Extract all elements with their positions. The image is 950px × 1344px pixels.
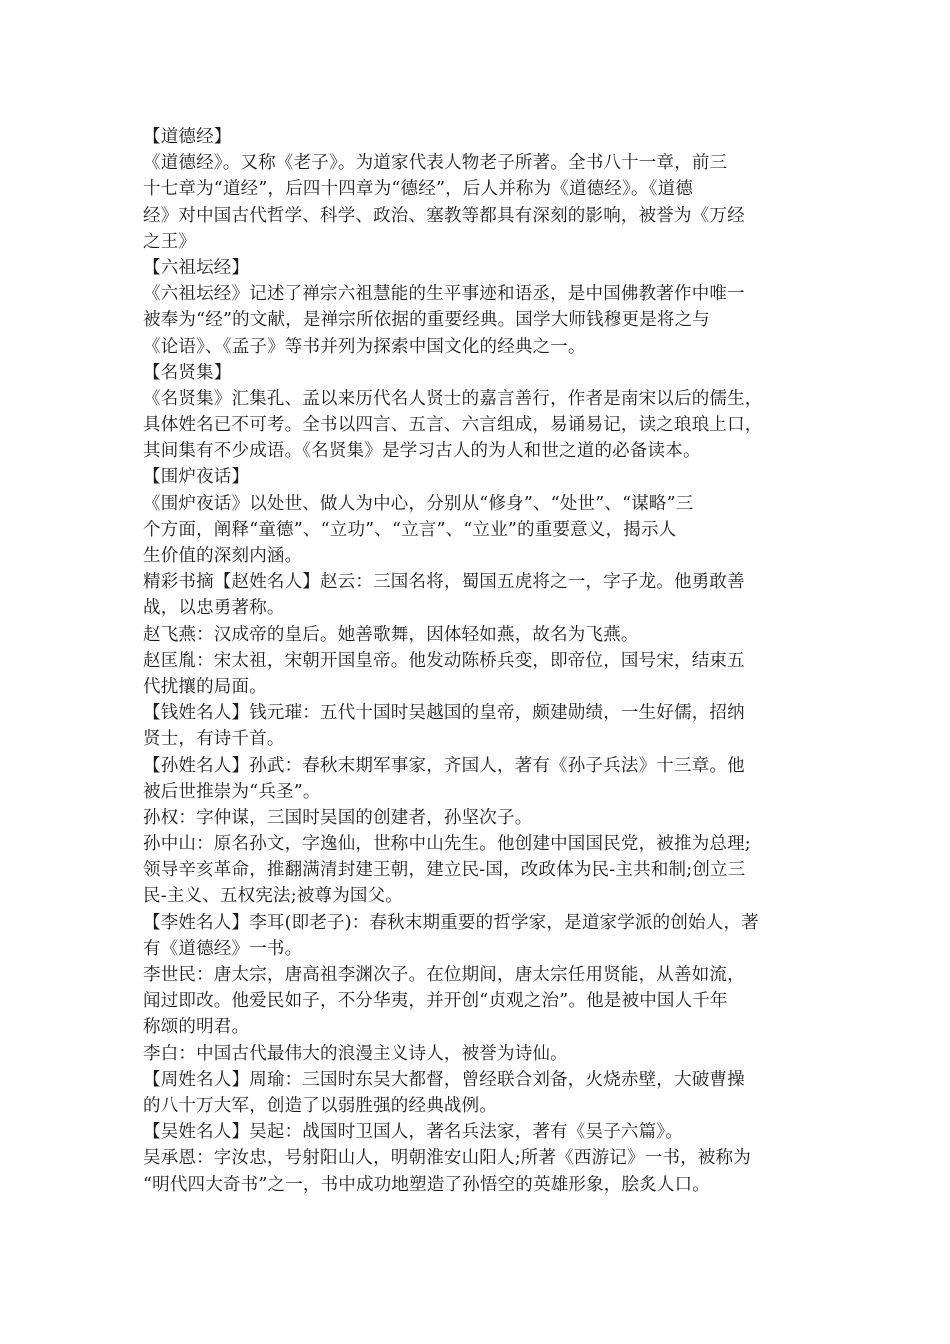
document-body	[143, 124, 813, 1198]
text-line: 十七章为“道经”，后四十四章为“德经”，后人并称为《道德经》。《道德	[143, 179, 694, 200]
text-line: 《名贤集》汇集孔、孟以来历代名人贤士的嘉言善行，作者是南宋以后的儒生，	[143, 388, 763, 409]
text-line: 《六祖坛经》记述了禅宗六祖慧能的生平事迹和语丞，是中国佛教著作中唯一	[143, 284, 745, 305]
heading-daodejing: 【道德经】	[143, 127, 232, 147]
text-line: 李白：中国古代最伟大的浪漫主义诗人，被誉为诗仙。	[143, 1043, 568, 1064]
text-line: 李世民：唐太宗，唐高祖李渊次子。在位期间，唐太宗任用贤能，从善如流，	[143, 965, 745, 985]
text-line: 被后世推崇为“兵圣”。	[143, 781, 321, 802]
text-line: 【李姓名人】李耳(即老子)：春秋末期重要的哲学家，是道家学派的创始人，著	[143, 912, 759, 933]
text-line: 《围炉夜话》以处世、做人为中心，分别从“修身”、“处世”、“谋略”三	[143, 493, 694, 514]
text-line: 【吴姓名人】吴起：战国时卫国人，著名兵法家，著有《吴子六篇》。	[143, 1122, 683, 1143]
text-line: 吴承恩：字汝忠，号射阳山人，明朝淮安山阳人;所著《西游记》一书，被称为	[143, 1148, 751, 1169]
text-line: 【钱姓名人】钱元璀：五代十国时吴越国的皇帝，颇建勋绩，一生好儒，招纳	[143, 703, 745, 724]
heading-weiluyehua: 【围炉夜话】	[143, 467, 250, 488]
text-line: 《论语》、《孟子》等书并列为探索中国文化的经典之一。	[143, 336, 586, 357]
text-line: 个方面，阐释“童德”、“立功”、“立言”、“立业”的重要意义，揭示人	[143, 519, 677, 540]
text-line: 闻过即改。他爱民如子，不分华夷，并开创“贞观之治”。他是被中国人千年	[143, 991, 728, 1012]
text-line: 有《道德经》一书。	[143, 938, 303, 959]
text-line: 之王》	[143, 231, 197, 252]
text-line: 民-主义、五权宪法;被尊为国父。	[143, 886, 404, 907]
heading-liuzutanjing: 【六祖坛经】	[143, 257, 250, 278]
text-line: 孙中山：原名孙文，字逸仙，世称中山先生。他创建中国国民党，被推为总理;	[143, 834, 751, 855]
text-line: 称颂的明君。	[143, 1017, 250, 1038]
text-line: 孙权：字仲谋，三国时吴国的创建者，孙坚次子。	[143, 807, 533, 828]
text-line: 经》对中国古代哲学、科学、政治、塞教等都具有深刻的影响，被誉为《万经	[143, 205, 745, 226]
text-line: 的八十万大军，创造了以弱胜强的经典战例。	[143, 1095, 497, 1116]
text-line: 生价值的深刻内涵。	[143, 546, 303, 566]
heading-mingxianji: 【名贤集】	[143, 362, 232, 383]
text-line: “明代四大奇书”之一，书中成功地塑造了孙悟空的英雄形象，脍炙人口。	[143, 1174, 710, 1195]
text-line: 具体姓名已不可考。全书以四言、五言、六言组成，易诵易记，读之琅琅上口，	[143, 415, 763, 436]
text-line: 《道德经》。又称《老子》。为道家代表人物老子所著。全书八十一章，前三	[143, 153, 728, 174]
text-line: 【周姓名人】周瑜：三国时东吴大都督，曾经联合刘备，火烧赤壁，大破曹操	[143, 1069, 745, 1090]
text-line: 代扰攘的局面。	[143, 676, 267, 697]
text-line: 赵匡胤：宋太祖，宋朝开国皇帝。他发动陈桥兵变，即帝位，国号宋，结束五	[143, 650, 745, 671]
text-line: 赵飞燕：汉成帝的皇后。她善歌舞，因体轻如燕，故名为飞燕。	[143, 624, 639, 645]
text-line: 战，以忠勇著称。	[143, 598, 285, 619]
text-line: 贤士，有诗千首。	[143, 729, 285, 750]
text-line: 被奉为“经”的文献，是禅宗所依据的重要经典。国学大师钱穆更是将之与	[143, 310, 710, 331]
text-line: 精彩书摘【赵姓名人】赵云：三国名将，蜀国五虎将之一，字子龙。他勇敢善	[143, 572, 745, 593]
text-line: 【孙姓名人】孙武：春秋末期军事家，齐国人，著有《孙子兵法》十三章。他	[143, 755, 745, 776]
text-line: 其间集有不少成语。《名贤集》是学习古人的为人和世之道的必备读本。	[143, 441, 701, 462]
text-line: 领导辛亥革命，推翻满清封建王朝，建立民-国，改政体为民-主共和制;创立三	[143, 860, 746, 881]
